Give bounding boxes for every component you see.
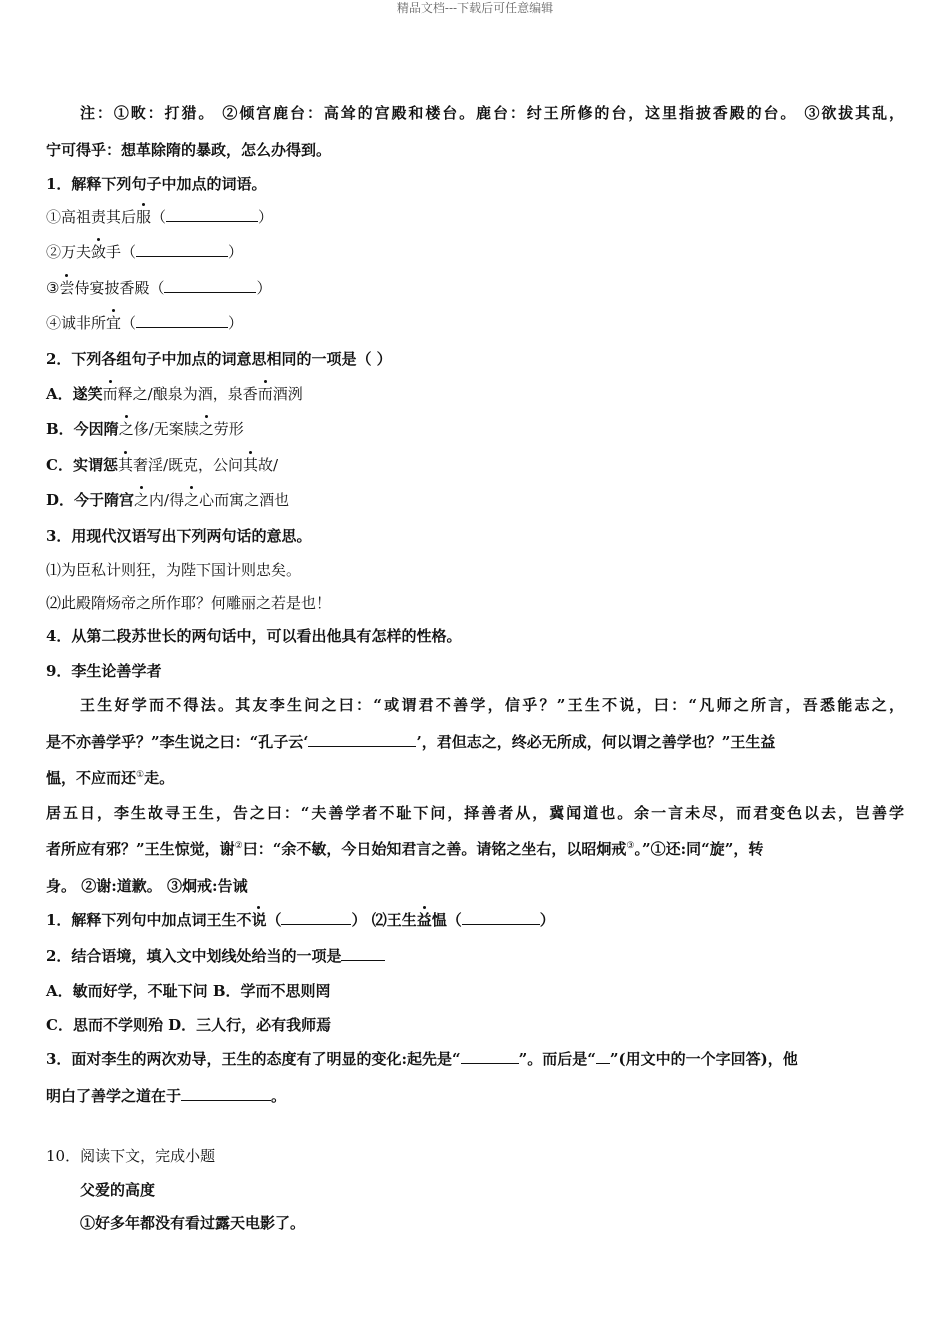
page-header: 精品文档---下载后可任意编辑 [396, 1, 554, 15]
q2-option-b: B．今因隋之侈/无案牍之劳形 [46, 420, 244, 438]
answer-blank[interactable] [281, 910, 351, 925]
note-line-1: 注：①畋：打猎。 ②倾宫鹿台：高耸的宫殿和楼台。鹿台：纣王所修的台，这里指披香殿的台。 ③欲拔其乱， [80, 104, 904, 122]
answer-blank[interactable] [136, 313, 228, 328]
answer-blank[interactable] [181, 1086, 271, 1101]
q3-heading: 3．用现代汉语写出下列两句话的意思。 [46, 527, 312, 545]
q1-item-1: ①高祖责其后服（ ） [46, 208, 274, 226]
answer-blank[interactable] [596, 1049, 610, 1064]
answer-blank[interactable] [462, 910, 540, 925]
dotted-char: 服 [136, 208, 152, 226]
q1-item-2: ②万夫敛手（ ） [46, 243, 244, 261]
answer-blank[interactable] [166, 207, 258, 222]
q4-heading: 4．从第二段苏世长的两句话中，可以看出他具有怎样的性格。 [46, 627, 462, 645]
passage-blank[interactable] [308, 732, 416, 747]
passage-9-line-4: 居五日，李生故寻王生，告之曰：“夫善学者不耻下问，择善者从，冀闻道也。余一言未尽，而君变色以去，岂善学 [46, 804, 904, 822]
q1-item-3: ③尝侍宴披香殿（ ） [46, 279, 272, 297]
section-10-para-1: ①好多年都没有看过露天电影了。 [80, 1214, 306, 1232]
passage-9-line-5: 者所应有邪？”王生惊觉，谢②曰：“余不敏，今日始知君言之善。请铭之坐右，以昭炯戒③。”①还:同“旋”，转 [46, 840, 764, 858]
q2-heading: 2．下列各组句子中加点的词意思相同的一项是（ ） [46, 350, 392, 368]
passage-9-line-3: 愠，不应而还①走。 [46, 769, 175, 787]
answer-blank[interactable] [164, 278, 256, 293]
q3-sentence-2: ⑵此殿隋炀帝之所作耶？何雕丽之若是也！ [46, 594, 332, 612]
q9-1: 1．解释下列句中加点词王生不说（ ） ⑵王生益愠（ ） [46, 911, 555, 929]
passage-9-line-2: 是不亦善学乎？”李生说之曰：“孔子云‘ ’，君但志之，终必无所成，何以谓之善学也？”王生益 [46, 733, 776, 751]
q9-3-line-2: 明白了善学之道在于 。 [46, 1087, 287, 1105]
q1-heading: 1．解释下列句子中加点的词语。 [46, 175, 267, 193]
passage-9-line-6: 身。 ②谢:道歉。 ③炯戒:告诫 [46, 877, 248, 895]
q9-options-ab: A．敏而好学，不耻下问 B．学而不思则罔 [46, 982, 331, 1000]
q2-option-d: D．今于隋宫之内/得之心而寓之酒也 [46, 491, 290, 509]
note-line-2: 宁可得乎：想革除隋的暴政，怎么办得到。 [46, 141, 332, 159]
q9-2: 2．结合语境，填入文中划线处给当的一项是 [46, 946, 904, 966]
q9-3-line-1: 3．面对李生的两次劝导，王生的态度有了明显的变化:起先是“ ”。而后是“ ”(用文中的一个字回答)，他 [46, 1050, 798, 1068]
section-10-title: 父爱的高度 [80, 1181, 156, 1199]
dotted-char: 敛 [91, 243, 107, 261]
answer-blank[interactable] [341, 946, 385, 961]
q2-option-a: A．遂笑而释之/酿泉为酒，泉香而酒洌 [46, 385, 303, 403]
dotted-char: 尝 [59, 279, 75, 297]
q9-options-cd: C．思而不学则殆 D．三人行，必有我师焉 [46, 1016, 332, 1034]
q1-item-4: ④诚非所宜（ ） [46, 314, 244, 332]
section-10-heading: 10．阅读下文，完成小题 [46, 1147, 216, 1165]
q2-option-c: C．实谓惩其奢淫/既克，公问其故/ [46, 456, 279, 474]
section-9-title: 9．李生论善学者 [46, 662, 162, 680]
answer-blank[interactable] [461, 1049, 519, 1064]
q3-sentence-1: ⑴为臣私计则狂，为陛下国计则忠矣。 [46, 561, 302, 579]
answer-blank[interactable] [136, 242, 228, 257]
passage-9-line-1: 王生好学而不得法。其友李生问之曰：“或谓君不善学，信乎？”王生不说，曰：“凡师之所言，吾悉能志之， [80, 696, 904, 714]
dotted-char: 宜 [106, 314, 122, 332]
